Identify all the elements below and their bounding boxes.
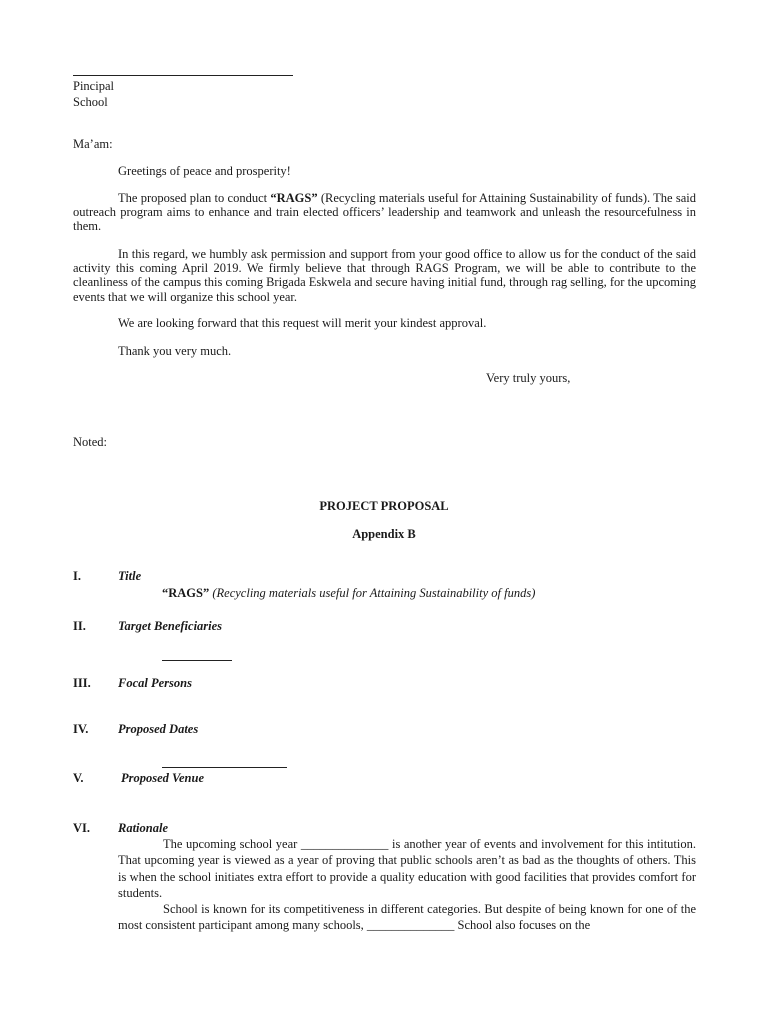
letter-paragraph-3: We are looking forward that this request will merit your kindest approval. [118, 316, 487, 330]
letter-paragraph-2: In this regard, we humbly ask permission and support from your good office to allow us for the conduct of the said activity this coming April 2019. We firmly believe that through RAGS Program, we will be able to contribute to the cleanliness of the campus this coming Brigada Eskwela and secure having initial fund, through rag selling, for the upcoming events that we will organize this school year. [73, 247, 696, 304]
recipient-school: School [73, 95, 108, 109]
salutation: Ma’am: [73, 137, 113, 151]
section-number: V. [73, 771, 84, 785]
section-heading-dates: Proposed Dates [118, 722, 199, 736]
greeting: Greetings of peace and prosperity! [118, 164, 291, 178]
section-number: VI. [73, 821, 91, 835]
section-number: I. [73, 569, 81, 583]
section-heading-focal-persons: Focal Persons [118, 676, 192, 690]
recipient-name-blank [73, 75, 293, 76]
title-value: “RAGS” (Recycling materials useful for Attaining Sustainability of funds) [162, 586, 536, 600]
recipient-title: Pincipal [73, 79, 114, 93]
section-number: IV. [73, 722, 89, 736]
section-number: III. [73, 676, 91, 690]
dates-blank [162, 767, 287, 768]
rationale-paragraph-1: The upcoming school year ______________ is another year of events and involvement for this intitution. That upcoming year is viewed as a year of proving that public schools aren’t as bad as the thoughts of others. This is when the school initiates extra effort to provide a quality education with good facilities that provides comfort for students. [118, 837, 696, 900]
section-heading-title: Title [118, 569, 142, 583]
beneficiaries-blank [162, 660, 232, 661]
section-heading-venue: Proposed Venue [121, 771, 204, 785]
section-number: II. [73, 619, 86, 633]
noted-label: Noted: [73, 435, 108, 449]
appendix-label: Appendix B [352, 527, 416, 541]
section-heading-rationale: Rationale [118, 821, 169, 835]
proposal-title: PROJECT PROPOSAL [319, 499, 449, 513]
section-heading-beneficiaries: Target Beneficiaries [118, 619, 223, 633]
letter-paragraph-1: The proposed plan to conduct “RAGS” (Recycling materials useful for Attaining Sustainability of funds). The said outreach program aims to enhance and train elected officers’ leadership and teamwork and unleash the resourcefulness in them. [73, 191, 696, 234]
rationale-paragraph-2: School is known for its competitiveness in different categories. But despite of being known for one of the most consistent participant among many schools, ______________ School also focuses on the [118, 902, 696, 933]
letter-paragraph-4: Thank you very much. [118, 344, 232, 358]
closing: Very truly yours, [486, 371, 571, 385]
